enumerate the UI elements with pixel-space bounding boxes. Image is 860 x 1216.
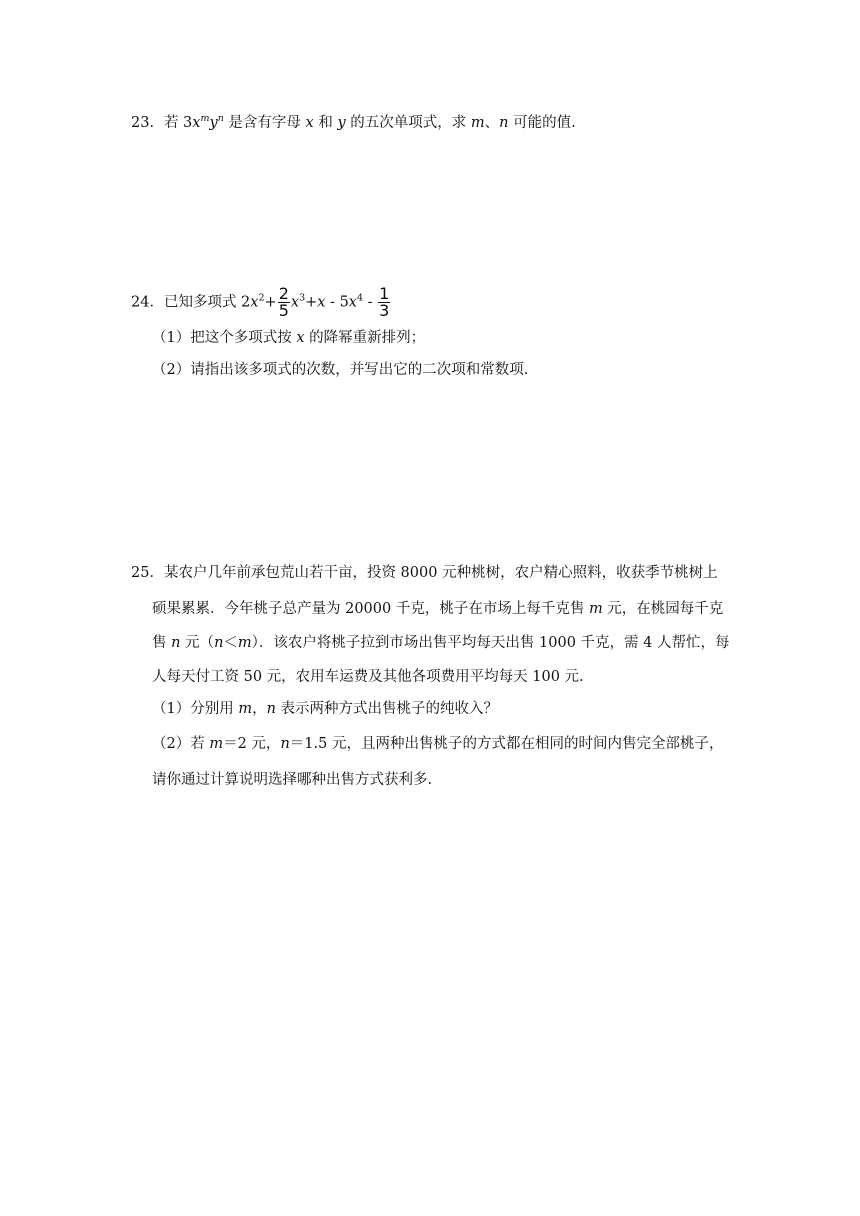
fraction-two-fifths: $\frac{2}{5}$ (278, 284, 289, 320)
question-25-line-2: 硕果累累．今年桃子总产量为 20000 千克，桃子在市场上每千克售 m 元，在桃园每千克 (152, 601, 724, 617)
question-25-part-1: （1）分别用 m，n 表示两种方式出售桃子的纯收入？ (152, 701, 499, 717)
question-23: 23．若 $3x^my^n$ 是含有字母 x 和 y 的五次单项式，求 m、n 可能的值. (131, 113, 576, 131)
fraction-one-third: $\frac{1}{3}$ (379, 284, 390, 320)
question-25: 25．某农户几年前承包荒山若干亩，投资 8000 元种桃树，农户精心照料，收获季节桃树上 (131, 565, 718, 581)
question-25-line-4: 人每天付工资 50 元，农用车运费及其他各项费用平均每天 100 元. (152, 669, 584, 685)
question-number: 23． (131, 115, 164, 131)
question-24: 24．已知多项式 $2x^2+$ $\frac{2}{5}$ $x^3+x - 5x^4$ - $\frac{1}{3}$ (131, 284, 390, 320)
question-24-part-2: （2）请指出该多项式的次数，并写出它的二次项和常数项. (152, 362, 529, 378)
question-24-part-1: （1）把这个多项式按 x 的降幂重新排列； (152, 330, 426, 346)
question-25-part-2-line-2: 请你通过计算说明选择哪种出售方式获利多. (152, 772, 433, 788)
question-25-line-3: 售 n 元（n＜m）．该农户将桃子拉到市场出售平均每天出售 1000 千克，需 4 人帮忙，每 (152, 635, 730, 651)
question-25-part-2: （2）若 m＝2 元，n＝1.5 元，且两种出售桃子的方式都在相同的时间内售完全部桃子， (152, 736, 724, 752)
question-number: 25． (131, 565, 164, 581)
question-number: 24． (131, 294, 164, 311)
